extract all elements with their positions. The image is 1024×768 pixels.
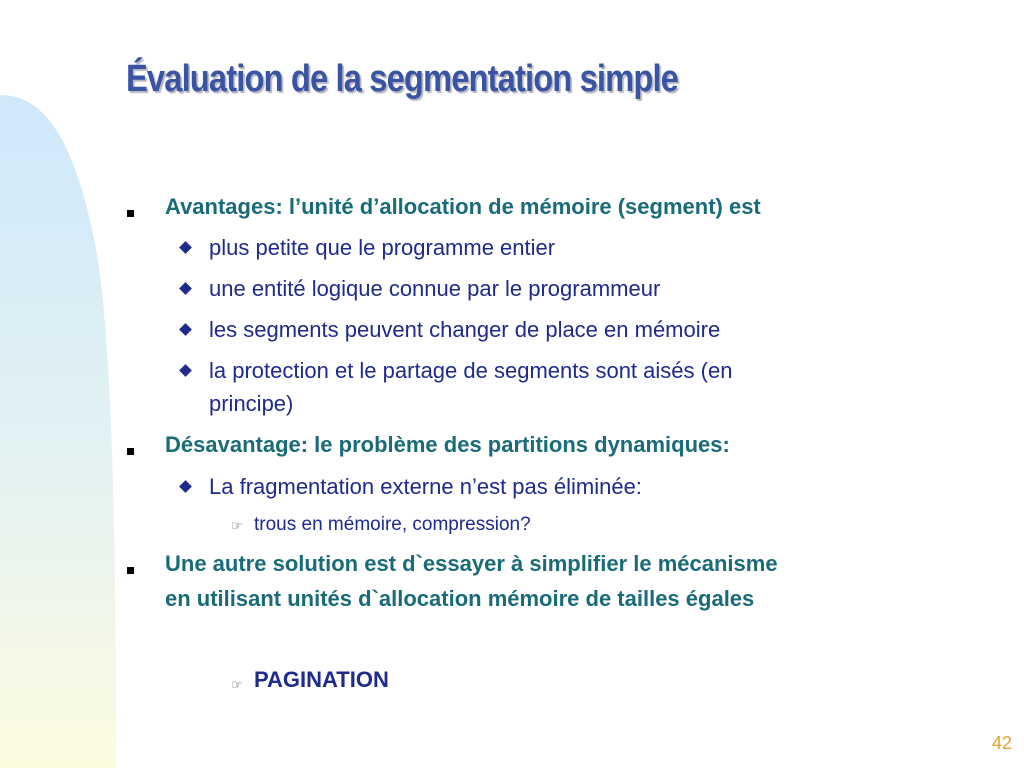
- square-bullet-icon: [127, 567, 134, 574]
- diamond-bullet-icon: [179, 364, 192, 377]
- sub-bullet-item-continuation: principe): [209, 391, 294, 416]
- diamond-bullet-icon: [179, 282, 192, 295]
- pointing-hand-icon: ☞: [231, 518, 243, 533]
- square-bullet-icon: [127, 448, 134, 455]
- diamond-bullet-icon: [179, 323, 192, 336]
- slide-title: Évaluation de la segmentation simple: [126, 58, 678, 100]
- pagination-label: PAGINATION: [254, 667, 389, 692]
- diamond-bullet-icon: [179, 480, 192, 493]
- sub-bullet-item: plus petite que le programme entier: [209, 235, 556, 260]
- sub-bullet-item: les segments peuvent changer de place en mémoire: [209, 317, 721, 342]
- square-bullet-icon: [127, 210, 134, 217]
- bullet-other-solution-line2: en utilisant unités d`allocation mémoire de tailles égales: [165, 586, 755, 611]
- sub-bullet-item: une entité logique connue par le programmeur: [209, 276, 661, 301]
- bullet-other-solution-line1: Une autre solution est d`essayer à simplifier le mécanisme: [165, 551, 778, 576]
- bullet-advantages: Avantages: l’unité d’allocation de mémoire (segment) est: [165, 194, 761, 219]
- sub-bullet-item: La fragmentation externe n’est pas éliminée:: [209, 474, 642, 499]
- sub-bullet-item: la protection et le partage de segments sont aisés (en: [209, 358, 733, 383]
- pointing-hand-icon: ☞: [231, 677, 243, 692]
- page-number: 42: [991, 733, 1012, 753]
- bullet-disadvantage: Désavantage: le problème des partitions dynamiques:: [165, 432, 730, 457]
- diamond-bullet-icon: [179, 241, 192, 254]
- sub-sub-bullet-item: trous en mémoire, compression?: [254, 514, 531, 535]
